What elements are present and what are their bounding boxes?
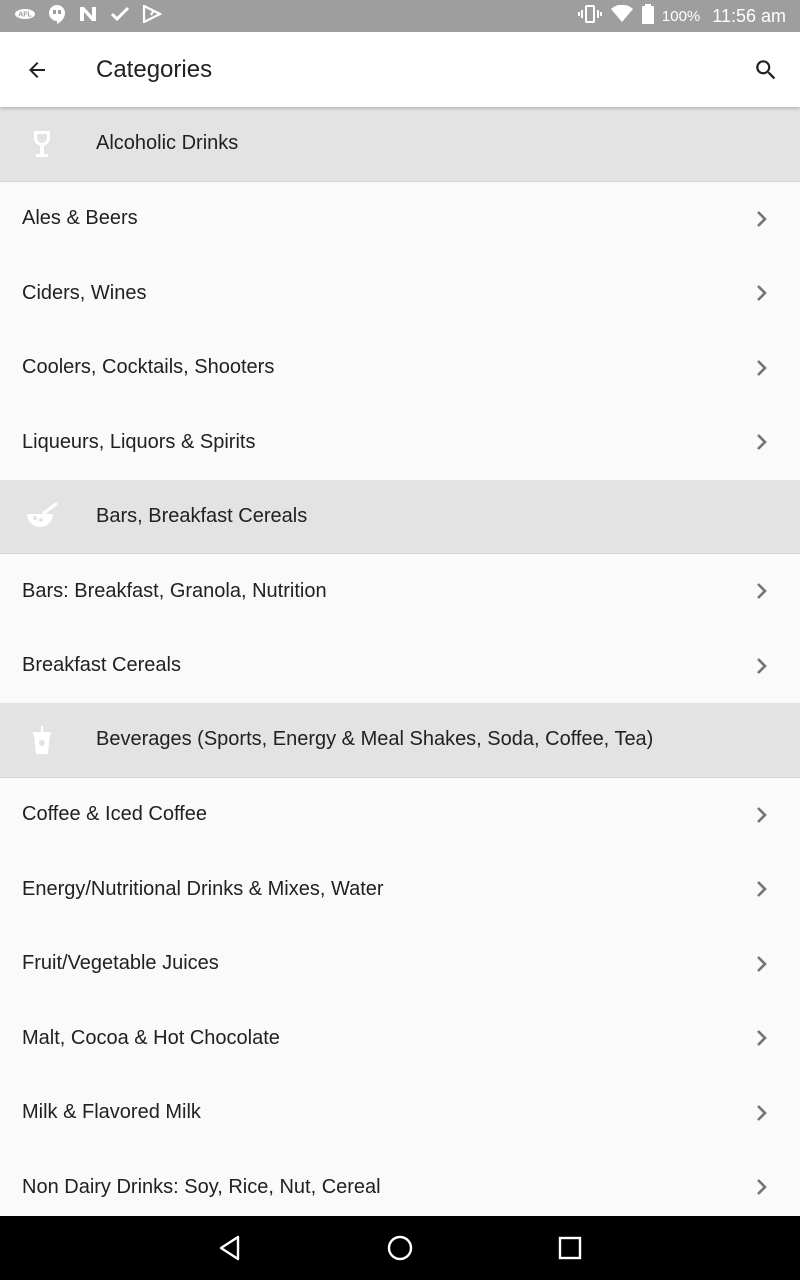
checkmark-icon (110, 6, 130, 27)
system-nav-bar (0, 1216, 800, 1280)
drink-cup-icon (0, 703, 84, 777)
section-header-bars-breakfast-cereals (0, 480, 800, 555)
list-item-fruit-vegetable-juices[interactable] (0, 927, 800, 1002)
square-recents-icon (558, 1236, 582, 1260)
list-item-label: Ales & Beers (22, 207, 138, 230)
chevron-right-icon (724, 955, 800, 973)
list-item-label: Malt, Cocoa & Hot Chocolate (22, 1026, 280, 1049)
n-app-icon (78, 5, 98, 28)
chevron-right-icon (724, 1178, 800, 1196)
chevron-right-icon (724, 210, 800, 228)
wifi-icon (610, 5, 634, 27)
chevron-right-icon (724, 880, 800, 898)
chevron-right-icon (724, 657, 800, 675)
list-item-label: Coolers, Cocktails, Shooters (22, 356, 275, 379)
back-button[interactable] (0, 32, 74, 107)
list-item-label: Milk & Flavored Milk (22, 1101, 201, 1124)
list-item-bars-breakfast-granola[interactable] (0, 554, 800, 629)
cereal-bowl-icon (0, 479, 84, 553)
list-item-malt-cocoa[interactable] (0, 1001, 800, 1076)
nav-home-button[interactable] (315, 1216, 485, 1280)
afl-app-icon (14, 7, 36, 26)
list-item-coolers-cocktails[interactable] (0, 331, 800, 406)
chevron-right-icon (724, 582, 800, 600)
section-header-label: Alcoholic Drinks (96, 132, 239, 155)
search-button[interactable] (732, 32, 800, 107)
section-header-beverages (0, 703, 800, 778)
triangle-back-icon (218, 1235, 242, 1261)
list-item-coffee-iced-coffee[interactable] (0, 778, 800, 853)
list-item-label: Energy/Nutritional Drinks & Mixes, Water (22, 877, 384, 900)
chevron-right-icon (724, 1104, 800, 1122)
list-item-label: Fruit/Vegetable Juices (22, 952, 219, 975)
search-icon (753, 57, 779, 83)
chevron-right-icon (724, 806, 800, 824)
battery-percent: 100% (661, 7, 701, 25)
list-item-milk-flavored-milk[interactable] (0, 1076, 800, 1151)
list-item-ales-beers[interactable] (0, 182, 800, 257)
page-title: Categories (96, 55, 213, 83)
list-item-energy-drinks[interactable] (0, 852, 800, 927)
section-header-alcoholic-drinks (0, 107, 800, 182)
section-header-label: Beverages (Sports, Energy & Meal Shakes, Soda, Coffee, Tea) (96, 728, 654, 751)
list-item-label: Bars: Breakfast, Granola, Nutrition (22, 579, 327, 602)
nav-back-button[interactable] (145, 1216, 315, 1280)
play-store-icon (142, 5, 162, 28)
chevron-right-icon (724, 359, 800, 377)
category-list (0, 107, 800, 1216)
list-item-non-dairy-drinks[interactable] (0, 1150, 800, 1216)
status-bar (0, 0, 800, 32)
list-item-label: Ciders, Wines (22, 281, 147, 304)
list-item-label: Breakfast Cereals (22, 654, 181, 677)
chevron-right-icon (724, 433, 800, 451)
hangouts-icon (48, 4, 66, 29)
list-item-label: Coffee & Iced Coffee (22, 803, 207, 826)
section-header-label: Bars, Breakfast Cereals (96, 504, 308, 527)
list-item-breakfast-cereals[interactable] (0, 629, 800, 704)
svg-text:AFL: AFL (18, 11, 32, 18)
notification-icons (14, 4, 162, 29)
chevron-right-icon (724, 284, 800, 302)
arrow-back-icon (25, 58, 49, 82)
circle-home-icon (386, 1234, 414, 1262)
chevron-right-icon (724, 1029, 800, 1047)
battery-icon (642, 4, 654, 28)
wine-glass-icon (0, 107, 84, 181)
nav-recents-button[interactable] (485, 1216, 655, 1280)
app-bar (0, 32, 800, 107)
vibrate-icon (578, 5, 602, 27)
list-item-label: Non Dairy Drinks: Soy, Rice, Nut, Cereal (22, 1175, 381, 1198)
list-item-liqueurs-spirits[interactable] (0, 405, 800, 480)
list-item-ciders-wines[interactable] (0, 256, 800, 331)
system-status (578, 4, 786, 28)
list-item-label: Liqueurs, Liquors & Spirits (22, 430, 256, 453)
clock: 11:56 am (712, 5, 786, 26)
